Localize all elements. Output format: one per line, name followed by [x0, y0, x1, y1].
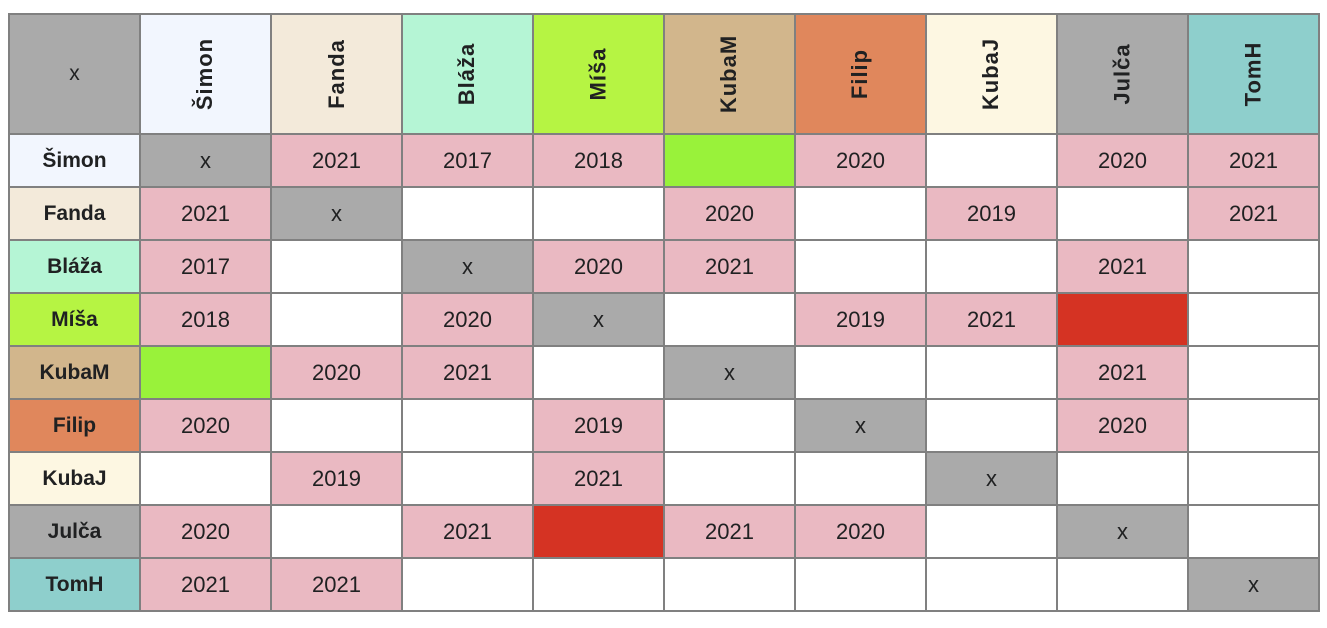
- matrix-cell: [402, 399, 533, 452]
- matrix-cell: 2020: [533, 240, 664, 293]
- column-header: [664, 14, 795, 134]
- column-header-label: Julča: [1109, 43, 1135, 105]
- matrix-cell: [926, 134, 1057, 187]
- matrix-cell: [664, 558, 795, 611]
- matrix-cell: [140, 346, 271, 399]
- matrix-cell: [795, 187, 926, 240]
- row-header: Julča: [9, 505, 140, 558]
- matrix-cell: [402, 187, 533, 240]
- column-header-label: KubaJ: [978, 37, 1004, 111]
- column-header: [402, 14, 533, 134]
- column-header: [533, 14, 664, 134]
- matrix-cell: [926, 399, 1057, 452]
- column-header-label: TomH: [1240, 41, 1266, 107]
- matrix-cell: x: [271, 187, 402, 240]
- column-header-label: Filip: [847, 48, 873, 100]
- matrix-cell: [664, 293, 795, 346]
- matrix-cell: 2017: [140, 240, 271, 293]
- column-header-label: Míša: [585, 47, 611, 101]
- matrix-cell: x: [795, 399, 926, 452]
- column-header: [1057, 14, 1188, 134]
- matrix-cell: [926, 558, 1057, 611]
- matrix-cell: [271, 293, 402, 346]
- matrix-cell: [1057, 558, 1188, 611]
- matrix-cell: 2019: [795, 293, 926, 346]
- row-header: KubaM: [9, 346, 140, 399]
- matrix-cell: [533, 558, 664, 611]
- matrix-cell: 2020: [271, 346, 402, 399]
- row-header: Bláža: [9, 240, 140, 293]
- matrix-cell: 2020: [1057, 134, 1188, 187]
- matrix-cell: [926, 346, 1057, 399]
- matrix-cell: 2020: [795, 505, 926, 558]
- column-header-label: KubaM: [716, 34, 742, 114]
- matrix-cell: [1057, 293, 1188, 346]
- matrix-row: [9, 346, 1319, 399]
- matrix-cell: [1188, 293, 1319, 346]
- matrix-cell: 2020: [795, 134, 926, 187]
- matrix-cell: 2021: [140, 187, 271, 240]
- matrix-cell: 2020: [140, 505, 271, 558]
- matrix-cell: x: [1188, 558, 1319, 611]
- matrix-cell: 2019: [533, 399, 664, 452]
- column-header-label: Šimon: [192, 37, 218, 111]
- matrix-cell: 2021: [140, 558, 271, 611]
- matrix-cell: 2019: [926, 187, 1057, 240]
- matrix-row: [9, 558, 1319, 611]
- matrix-cell: [1188, 399, 1319, 452]
- matrix-cell: 2021: [1057, 346, 1188, 399]
- row-header: Filip: [9, 399, 140, 452]
- header-row: [9, 14, 1319, 134]
- matrix-row: [9, 505, 1319, 558]
- row-header: Fanda: [9, 187, 140, 240]
- matrix-cell: x: [1057, 505, 1188, 558]
- matrix-cell: 2021: [402, 505, 533, 558]
- column-header: [1188, 14, 1319, 134]
- matrix-cell: 2021: [533, 452, 664, 505]
- matrix-cell: 2021: [1188, 134, 1319, 187]
- matrix-row: [9, 187, 1319, 240]
- matrix-row: [9, 399, 1319, 452]
- row-header: TomH: [9, 558, 140, 611]
- matrix-cell: 2020: [1057, 399, 1188, 452]
- matrix-cell: 2021: [1057, 240, 1188, 293]
- matrix-cell: 2020: [664, 187, 795, 240]
- matrix-cell: 2021: [271, 558, 402, 611]
- matrix-cell: 2017: [402, 134, 533, 187]
- matrix-cell: [926, 505, 1057, 558]
- matrix-cell: 2020: [402, 293, 533, 346]
- matrix-cell: x: [140, 134, 271, 187]
- matrix-cell: 2021: [664, 505, 795, 558]
- column-header-label: Fanda: [323, 39, 349, 109]
- matrix-cell: [795, 346, 926, 399]
- matrix-cell: [664, 134, 795, 187]
- matrix-cell: [1188, 240, 1319, 293]
- matrix-cell: [1188, 452, 1319, 505]
- matrix-cell: [402, 452, 533, 505]
- matrix-cell: [533, 505, 664, 558]
- matrix-cell: 2021: [926, 293, 1057, 346]
- matrix-row: [9, 293, 1319, 346]
- matrix-row: [9, 134, 1319, 187]
- matrix-cell: 2021: [402, 346, 533, 399]
- matrix-cell: 2019: [271, 452, 402, 505]
- matrix-body: [9, 134, 1319, 611]
- matrix-cell: [271, 240, 402, 293]
- matrix-cell: 2018: [140, 293, 271, 346]
- matrix-cell: x: [664, 346, 795, 399]
- matrix-cell: [1057, 452, 1188, 505]
- matrix-cell: [795, 558, 926, 611]
- matrix-cell: 2018: [533, 134, 664, 187]
- matrix-cell: [533, 346, 664, 399]
- matrix-cell: [1188, 505, 1319, 558]
- matrix-cell: [795, 240, 926, 293]
- column-header-label: Bláža: [454, 42, 480, 106]
- matrix-cell: [664, 452, 795, 505]
- matrix-cell: x: [402, 240, 533, 293]
- matrix-cell: x: [533, 293, 664, 346]
- matrix-cell: [402, 558, 533, 611]
- matrix-row: [9, 452, 1319, 505]
- matrix-cell: 2021: [1188, 187, 1319, 240]
- matrix-cell: [271, 505, 402, 558]
- column-header: [271, 14, 402, 134]
- matrix-cell: x: [926, 452, 1057, 505]
- row-header: Šimon: [9, 134, 140, 187]
- matrix-cell: [664, 399, 795, 452]
- row-header: KubaJ: [9, 452, 140, 505]
- column-header: [926, 14, 1057, 134]
- matrix-cell: 2020: [140, 399, 271, 452]
- matrix-cell: [140, 452, 271, 505]
- column-header: [795, 14, 926, 134]
- matrix-cell: [1188, 346, 1319, 399]
- matrix-cell: [926, 240, 1057, 293]
- matrix-cell: [271, 399, 402, 452]
- matrix-cell: 2021: [271, 134, 402, 187]
- relationship-matrix-table: [8, 13, 1320, 612]
- column-header: [140, 14, 271, 134]
- corner-cell: x: [9, 14, 140, 134]
- matrix-cell: 2021: [664, 240, 795, 293]
- matrix-row: [9, 240, 1319, 293]
- matrix-cell: [795, 452, 926, 505]
- matrix-cell: [533, 187, 664, 240]
- row-header: Míša: [9, 293, 140, 346]
- matrix-cell: [1057, 187, 1188, 240]
- matrix-header: [9, 14, 1319, 134]
